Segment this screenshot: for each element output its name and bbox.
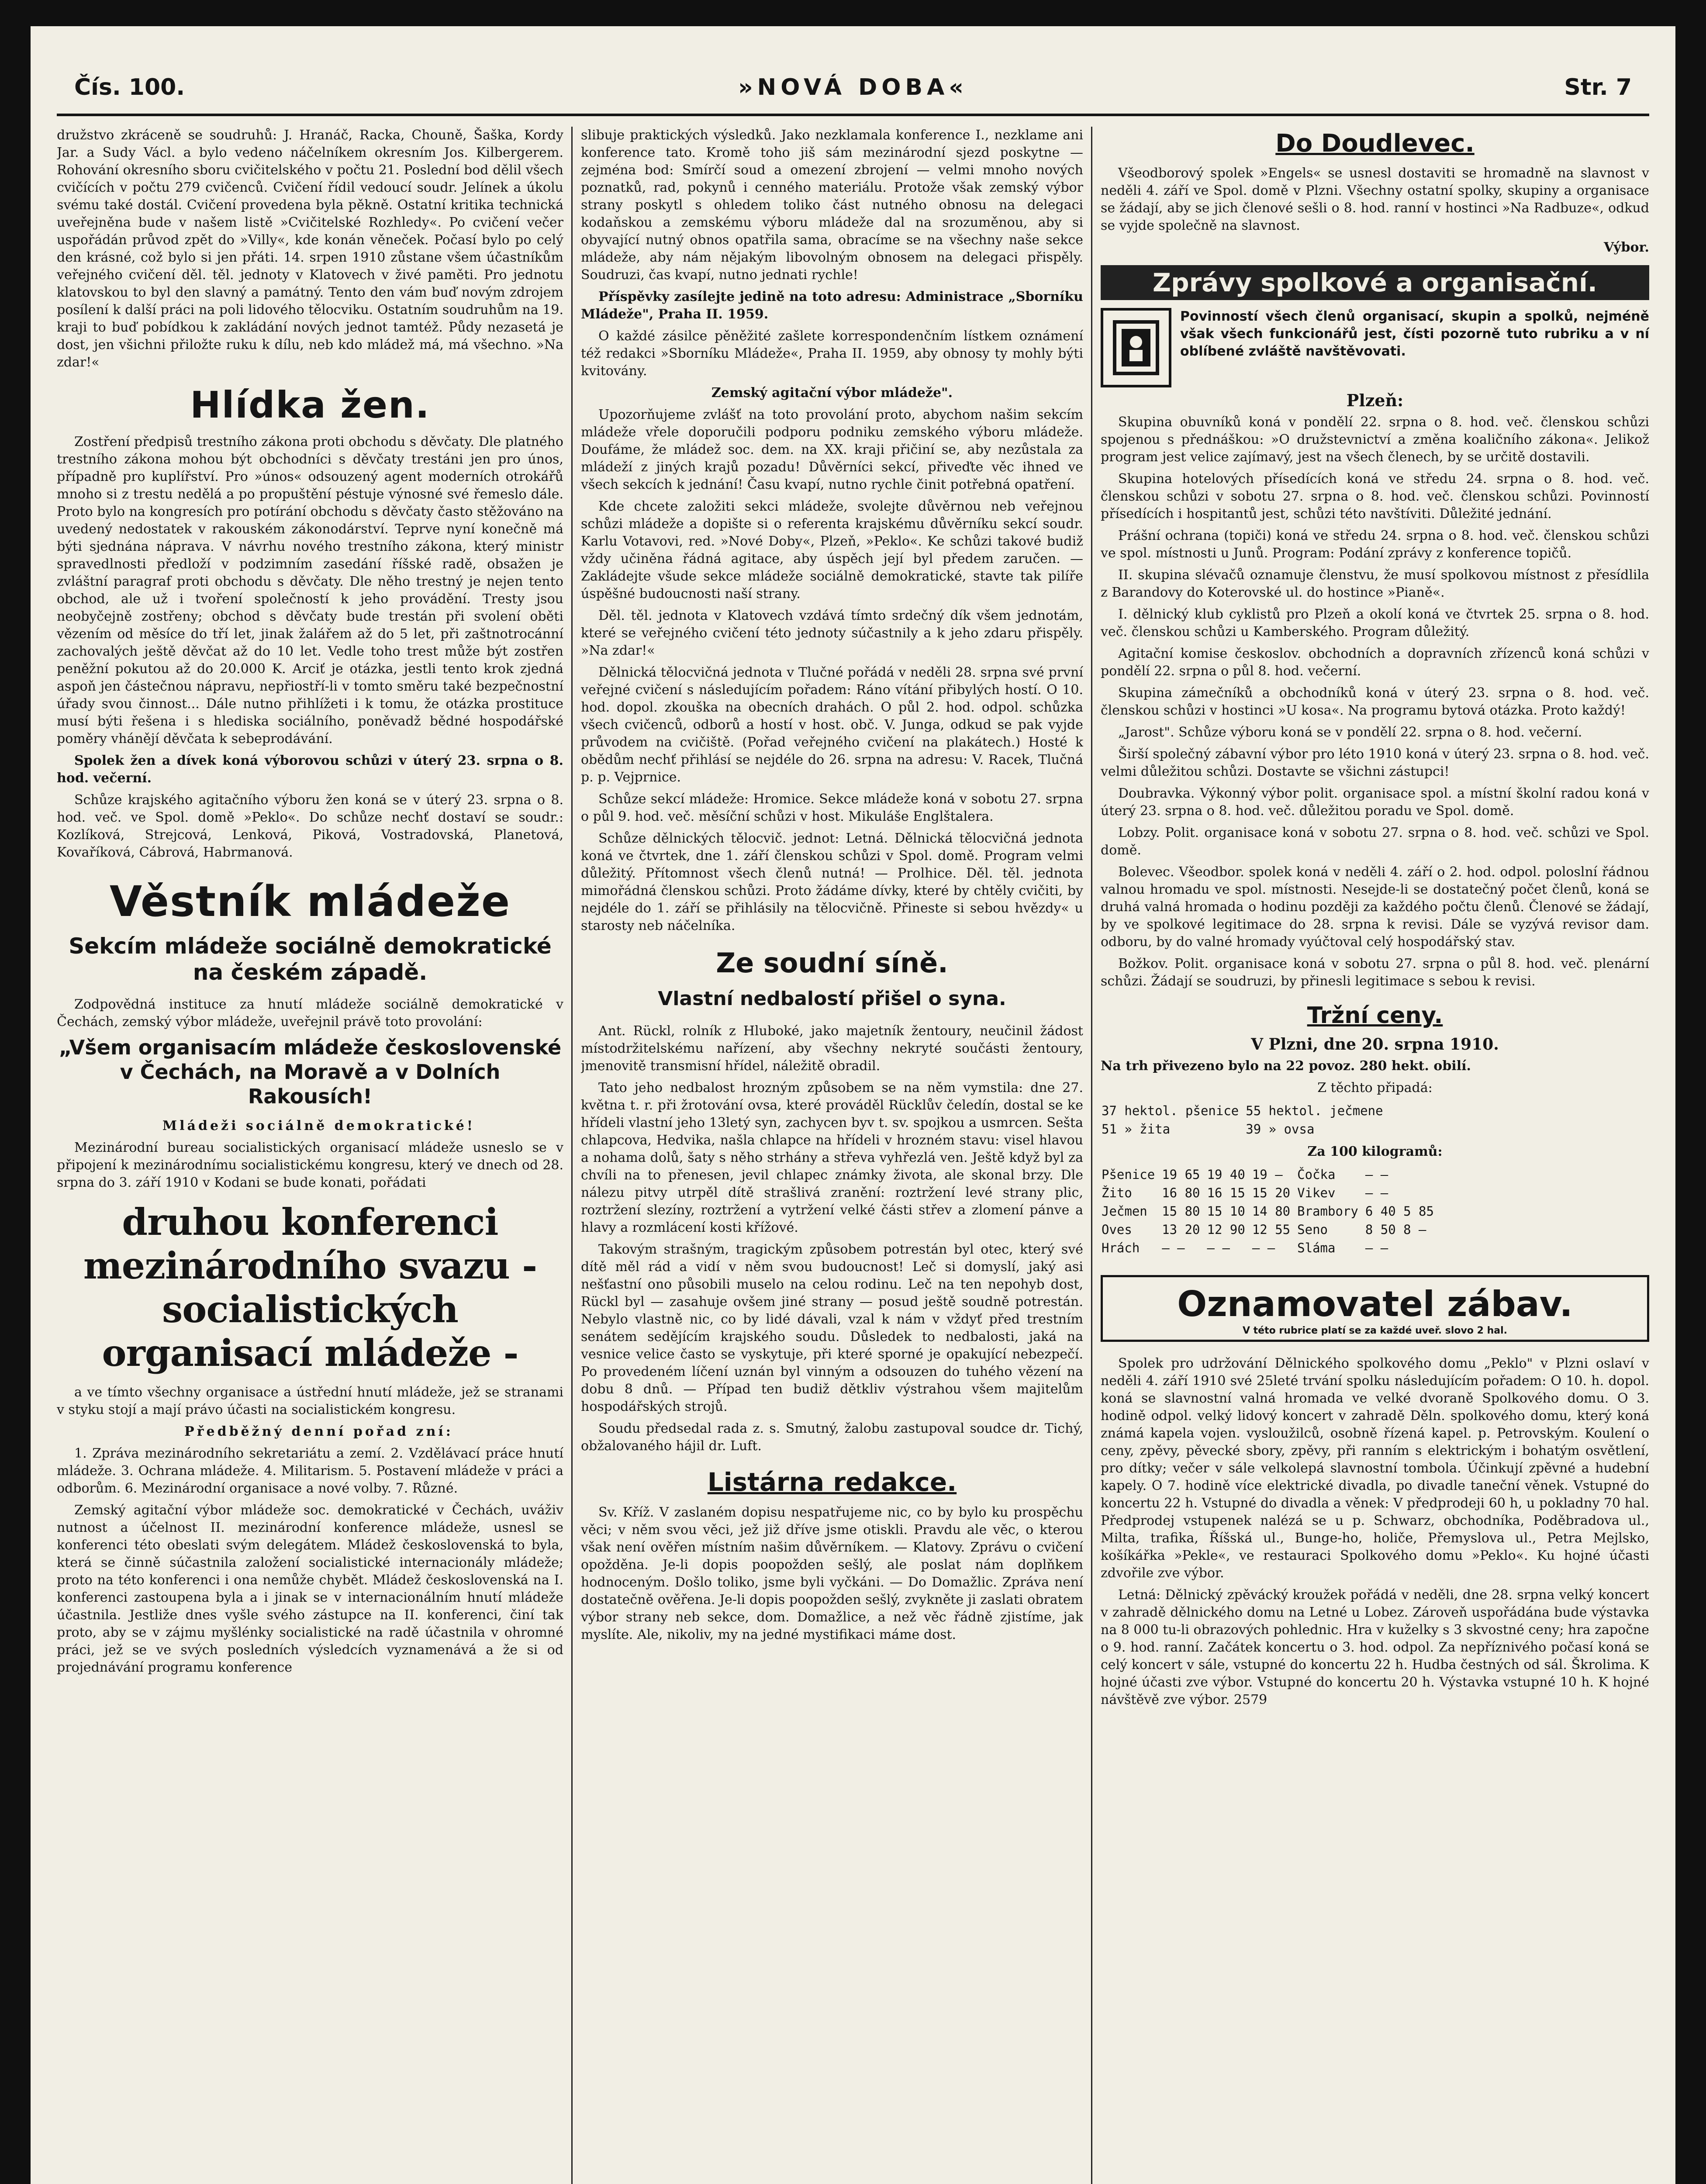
club-notice: Prášní ochrana (topiči) koná ve středu 24. srpna o 8. hod. več. členskou schůzi ve spol. místnosti u Junů. Program: Podání zprávy z konference topičů. — [1101, 528, 1649, 561]
table-cell: Brambory — [1297, 1204, 1358, 1219]
table-cell: Sláma — [1297, 1241, 1336, 1255]
column-left — [57, 127, 563, 2184]
price-row — [1102, 1221, 1440, 1238]
article-paragraph: Schůze sekcí mládeže: Hromice. Sekce mládeže koná v sobotu 27. srpna o půl 9. hod. več. měsíční schůzi v host. Mikuláše Englštalera. — [581, 791, 1083, 824]
club-notice: Doubravka. Výkonný výbor polit. organisace spol. a místní školní radou koná v úterý 23. srpna o 8. hod. več. důležitou poradu ve Spol. domě. — [1101, 786, 1649, 819]
club-notice: Bolevec. Všeodbor. spolek koná v neděli 4. září o 2. hod. odpol. poloslní řádnou valnou hromadu ve spol. místnosti. Nesejde-li se dostatečný počet členů, koná se druhá valná hromada o hodinu později za každého počtu členů. Členové se žádají, by ve spolkové legitimace do 28. srpna k revisi. Dále se vyzývá revisor dam. odboru, by do valné hromady vyúčtoval celý hospodářský stav. — [1101, 864, 1649, 950]
article-paragraph: Upozorňujeme zvlášť na toto provolání proto, abychom našim sekcím mládeže vřele doporučili podporu podniku zemského výboru mládeže. Doufáme, že mládež soc. dem. na XX. kraji přičiní se, aby nezůstala za mládeží z jiných krajů pozadu! Důvěrníci sekcí, přiveďte věc ihned ve všech sekcích k jednání! Času kvapí, nutno rychle činit potřebná opatření. — [581, 407, 1083, 492]
price-heading: Za 100 kilogramů: — [1307, 1144, 1443, 1159]
price-row — [1102, 1184, 1440, 1202]
issue-number: Čís. 100. — [74, 74, 185, 100]
section-title: Do Doudlevec. — [1275, 129, 1475, 158]
masthead: »NOVÁ DOBA« — [738, 74, 968, 100]
market-date: V Plzni, dne 20. srpna 1910. — [1251, 1035, 1499, 1054]
price-row — [1102, 1203, 1440, 1220]
article-paragraph: O každé zásilce pěněžité zašlete korrespondenčním lístkem oznámení též redakci »Sborníku Mládeže«, Praha II. 1959, aby obnosy ty mohly býti kvitovány. — [581, 328, 1083, 379]
article-paragraph: Kde chcete založiti sekci mládeže, svolejte důvěrnou neb veřejnou schůzi mládeže a dopište si o referenta krajskému důvěrníku sekcí soudr. Karlu Votavovi, red. »Nové Doby«, Plzeň, »Peklo«. Ke schůzi takové budiž vždy učiněna řádná agitace, aby úspěch její byl předem zaručen. — Zakládejte všude sekce mládeže sociálně demokratické, stavte tak pilíře úspěšné budoucnosti naší strany. — [581, 499, 1083, 601]
grain-table — [1101, 1101, 1390, 1139]
price-table — [1101, 1165, 1441, 1258]
table-cell: Vikev — [1297, 1185, 1336, 1200]
program-heading: Předběžný denní pořad zní: — [184, 1424, 453, 1439]
newspaper-page — [31, 26, 1675, 2184]
section-title: Věstník mládeže — [109, 877, 511, 926]
article-paragraph: a ve tímto všechny organisace a ústřední hnutí mládeže, jež se stranami v styku stojí a mají právo účasti na socialistickém kongresu. — [57, 1385, 563, 1417]
section-title: Hlídka žen. — [190, 384, 430, 426]
section-title: Tržní ceny. — [1307, 1002, 1443, 1029]
article-paragraph: Zostření předpisů trestního zákona proti obchodu s děvčaty. Dle platného trestního zákona mohou být obchodníci s děvčaty trestáni jen pro únos, případně pro kuplířství. Pro »únos« odsouzený agent moderních otrokářů mnoho si z trestu nedělá a po propuštění péstuje výnosné své řemeslo dále. Proto bylo na kongresích pro potírání obchodu s děvčaty často stěžováno na uvedený nedostatek v rakouském zákonodárství. Teprve nyní konečně má býti sjednána náprava. V návrhu nového trestního zákona, který ministr spravedlnosti předloží v podzimním zasedání říšské radě, obsažen je zvláštní paragraf proti obchodu s děvčaty. Dle něho trestný je nejen tento obchod, ale už i tvoření společností k jeho provádění. Tresty jsou neobyčejně zostřeny; obchod s děvčaty bude trestán při svolení oběti vězením od měsíce do tří let, jinak žalářem až do 5 let, při zaštnotrocánní zachovalých ještě děvčat až do 10 let. Vedle toho trest může být zostřen peněžní pokutou až do 20.000 K. Arciť je otázka, jestli tento krok zjedná aspoň jen částečnou nápravu, nepřiostří-li v tomto směru také bezpečnostní úřady svou činnost... Dále nutno přihlížeti i k tomu, že otázka prostituce musí býti řešena i s hlediska sociálního, poněvadž bědné hospodářské poměry vhánějí děvčata k sebeprodávání. — [57, 434, 563, 746]
table-cell: 19 40 — [1207, 1167, 1245, 1182]
table-cell: Seno — [1297, 1222, 1328, 1237]
event-ad: Spolek pro udržování Dělnického spolkového domu „Peklo" v Plzni oslaví v neděli 4. září 1910 své 25leté trvání spolku následujícím pořadem: O 10. h. dopol. koná se slavnostní valná hromada ve velké dvoraně Spolkového domu. O 3. hodině odpol. velký lidový koncert v zahradě Děln. spolkového domu, který koná známá kapela vojen. vysloužilců, osobně řízená kapel. p. Petrovským. Koulení o ceny, zpěvy, pěvecké sbory, zpěvy, při ranním s elektrickým i bohatým osvětlení, pro dítky; večer v sále velkolepá slavnostní tombola. Účinkují zpěvné a hudební kapely. O 7. hodině více elektrické divadla, po divadle taneční věnek. Vstupné do koncertu 22 h. Vstupné do divadla a věnek: V předprodeji 60 h, u pokladny 70 hal. Předprodej vstupenek nalézá se u p. Schwarz, obchodníka, Poděbradova ul., Milta, trafika, Říšská ul., Bunge-ho, holiče, Přemyslova ul., Petra Mejlsko, košíkářka »Pekle«, ve restauraci Spolkového domu »Peklo«. Ku hojné účasti zdvořile zve výbor. — [1101, 1356, 1649, 1581]
club-notice: Lobzy. Polit. organisace koná v sobotu 27. srpna o 8. hod. več. schůzi ve Spol. domě. — [1101, 825, 1649, 858]
appeal-subheading: Mládeži sociálně demokratické! — [162, 1118, 476, 1133]
ads-banner — [1101, 1275, 1649, 1342]
table-cell: — — — [1252, 1241, 1275, 1255]
signature: Zemský agitační výbor mládeže". — [711, 385, 953, 401]
article-paragraph: Dělnická tělocvičná jednota v Tlučné pořádá v neděli 28. srpna své první veřejné cvičení s následujícím pořadem: Ráno vítání přibylých hostí. O 10. hod. dopol. zkouška na obecních drahách. O půl 2. hod. odpol. schůzka všech cvičenců, odborů a hostí v host. obč. V. Junga, odkud se pak vyjde průvodem na cvičiště. (Pořad veřejného cvičení na plakátech.) Hosté k obědům nechť přihlásí se nejdéle do 26. srpna na adresu: V. Racek, Tlučná p. p. Vejprnice. — [581, 665, 1083, 785]
table-cell: 15 20 — [1252, 1185, 1291, 1200]
article-paragraph: Soudu předsedal rada z. s. Smutný, žalobu zastupoval soudce dr. Tichý, obžalovaného hájil dr. Luft. — [581, 1421, 1083, 1454]
table-cell: 19 — — [1252, 1167, 1283, 1182]
table-cell: 6 40 5 85 — [1365, 1204, 1434, 1219]
table-cell: 8 50 8 — — [1365, 1222, 1426, 1237]
table-cell: 37 hektol. pšenice — [1102, 1103, 1239, 1118]
article-paragraph: Sv. Kříž. V zaslaném dopisu nespatřujeme nic, co by bylo ku prospěchu věci; v něm svou věci, jež již dříve jsme otiskli. Pravdu ale věc, o kterou však není ověřen místním našim důvěrníkem. — Klatovy. Zprávu o cvičení opožděna. Je-li dopis poopožden sešlý, ale poslat nám doplňkem hodnoceným. Došlo toliko, jsme byli vyčkáni. — Do Domažlic. Zpráva není dostatečně ověřena. Je-li dopis poopožden sešlý, zvykněte ji zaslati obratem výbor strany neb sekce, dom. Domažlice, a než věc řádně zjistíme, jak myslíte. Ale, nikoliv, my na jedné mystifikaci máme dost. — [581, 1505, 1083, 1642]
article-paragraph: Schůze dělnických tělocvič. jednot: Letná. Dělnická tělocvičná jednota koná ve čtvrtek, dne 1. září členskou schůzi v Spol. domě. Program velmi důležitý. Přítomnost všech členů nutná! — Prolhice. Děl. těl. jednota mimořádná členskou schůzi. Proto žádáme dívky, které by chtěly cvičiti, by nejdéle do 1. září se přihlásily na tělocvičně. Přineste si sebou hvězdy« u starosty neb náčelníka. — [581, 831, 1083, 933]
table-cell: 19 65 — [1162, 1167, 1200, 1182]
article-paragraph: Zodpovědná instituce za hnutí mládeže sociálně demokratické v Čechách, zemský výbor mládeže, uveřejnil právě toto provolání: — [57, 997, 563, 1030]
market-summary: Na trh přivezeno bylo na 22 povoz. 280 hekt. obilí. — [1101, 1058, 1471, 1074]
article-paragraph: Tato jeho nedbalost hrozným způsobem se na něm vymstila: dne 27. května t. r. při žrotování ovsa, které prováděl Rücklův čeledín, dostal se ke hřídeli vlastní jeho 13letý syn, zachycen byv t. sv. spojkou a usmrcen. Sešta chlapcova, Hedvika, našla chlapce na hřídeli v hrozném stavu: visel hlavou a nohama dolů, šaty s něho strhány a střeva vyhřezlá ven. Ještě když byl za chvíli na to přenesen, jevil chlapec známky života, ale skonal brzy. Dle nálezu pitvy utrpěl dítě strašlivá zranění: roztržení levé strany plic, roztržení slezíny, roztržení a vytržení velké části střev a zlomení pánve a hlavy a rozmlácení kosti křížové. — [581, 1080, 1083, 1235]
club-notice: Skupina zámečníků a obchodníků koná v úterý 23. srpna o 8. hod. več. členskou schůzi v hostinci »U kosa«. Na programu bytová otázka. Proto každý! — [1101, 685, 1649, 718]
notice-paragraph: Spolek žen a dívek koná výborovou schůzi v úterý 23. srpna o 8. hod. večerní. — [57, 753, 563, 786]
table-cell: 13 20 — [1162, 1222, 1200, 1237]
table-cell: — — — [1162, 1241, 1185, 1255]
column-right — [1101, 127, 1649, 2184]
table-cell: 16 15 — [1207, 1185, 1245, 1200]
article-paragraph: Všeodborový spolek »Engels« se usnesl dostaviti se hromadně na slavnost v neděli 4. září ve Spol. domě v Plzni. Všechny ostatní spolky, skupiny a organisace se žádají, aby se jich členové sešli o 8. hod. ranní v hostinci »Na Radbuze«, odkud se vyjde společně na slavnost. — [1101, 166, 1649, 233]
market-subheading: Z těchto připadá: — [1317, 1080, 1433, 1095]
article-paragraph: Ant. Rückl, rolník z Hluboké, jako majetník žentoury, neučinil žádost místodržitelskému nařízení, aby všechny nekryté součásti žentoury, jmenovitě transmisní hřídel, náležitě obradil. — [581, 1023, 1083, 1074]
table-cell: — — — [1365, 1241, 1388, 1255]
article-paragraph: Děl. těl. jednota v Klatovech vzdává tímto srdečný dík všem jednotám, které se veřejného cvičení této jednoty súčastnily a k jeho zdaru přispěly. »Na zdar!« — [581, 608, 1083, 658]
section-subtitle: Sekcím mládeže sociálně demokratické na českém západě. — [69, 933, 552, 985]
section-title: Ze soudní síně. — [716, 947, 948, 979]
grain-row — [1102, 1102, 1389, 1120]
appeal-heading: „Všem organisacím mládeže československé v Čechách, na Moravě a v Dolních Rakousích! — [59, 1036, 562, 1108]
article-paragraph: Takovým strašným, tragickým způsobem potrestán byl otec, který své dítě měl rád a vidí v něm svou budoucnost! Leč si domyslí, jaký asi nešťastní ono působili muselo na celou rodinu. Leč na ten nepohyb dost, Rückl byl — zasahuje ovšem jiné strany — posud ještě soudně potrestán. Nebylo vlastně nic, co by lidé dávali, vzal k nám v vždyť před trestním senátem sedějícím krajského soudu. Důsledek to nedbalosti, jaká na vesnice velice často se vyskytuje, při které sporné je opakující nebezpečí. Po provedeném líčení uznán byl vinným a odsouzen do tuhého vězení na dobu 8 dnů. — Případ ten budiž dětkliv výstrahou všem majitelům hospodářských strojů. — [581, 1242, 1083, 1414]
table-cell: 55 hektol. ječmene — [1246, 1103, 1383, 1118]
table-cell: 16 80 — [1162, 1185, 1200, 1200]
signature: Výbor. — [1604, 240, 1649, 255]
table-cell: — — — [1365, 1167, 1388, 1182]
event-ad: Letná: Dělnický zpěvácký kroužek pořádá v neděli, dne 28. srpna velký koncert v zahradě dělnického domu na Letné u Lobez. Zároveň uspořádána bude výstavka na 8 000 tu-li obrazových pohlednic. Hra v kuželky s 3 skvostné ceny; hra započne o 9. hod. ranní. Začátek koncertu o 3. hod. odpol. Za nepříznivého počasí koná se celý koncert v sále, vstupné do koncertu 22 h. Hudba čestných od sál. Škrolima. K hojné účasti zve výbor. Vstupné do koncertu 20 h. Výstavka vstupné 10 h. K hojné návštěvě zve výbor. 2579 — [1101, 1587, 1649, 1707]
table-cell: 14 80 — [1252, 1204, 1291, 1219]
ads-subtitle: V této rubrice platí se za každé uveř. slovo 2 hal. — [1242, 1325, 1508, 1336]
club-notice: Agitační komise českoslov. obchodních a dopravních zřízenců koná schůzi v pondělí 22. srpna o půl 8. hod. večerní. — [1101, 646, 1649, 679]
ads-title: Oznamovatel zábav. — [1177, 1284, 1573, 1324]
article-paragraph: Zemský agitační výbor mládeže soc. demokratické v Čechách, uváživ nutnost a účelnost II. mezinárodní konference mládeže, usnesl se konferenci této obeslati svým delegátem. Mládež československá to byla, která se činně súčastnila založení socialistické internacionály mládeže; proto na této konferenci i ona nemůže chybět. Mládež československá na I. konferenci zastoupena byla a i jinak se v internacionálním hnutí mládeže účastnila. Jestliže dnes vyšle svého zástupce na II. konferenci, činí tak proto, aby se v zájmu myšlénky socialistické na radě účastnila v ohromné práci, jež se ve svých posledních výsledcích vyznamenává a že si od projednávání programu konference — [57, 1503, 563, 1675]
grain-row — [1102, 1120, 1389, 1138]
address-paragraph: Příspěvky zasílejte jedině na toto adresu: Administrace „Sborníku Mládeže", Praha II. 1959. — [581, 289, 1083, 322]
club-notice: Širší společný zábavní výbor pro léto 1910 koná v úterý 23. srpna o 8. hod. več. velmi důležitou schůzi. Dostavte se všichni zástupci! — [1101, 746, 1649, 779]
conference-title: druhou konferenci mezinárodního svazu - socialistických organisací mládeže - — [83, 1200, 537, 1375]
program-list: 1. Zpráva mezinárodního sekretariátu a zemí. 2. Vzdělávací práce hnutí mládeže. 3. Ochrana mládeže. 4. Militarism. 5. Postavení mládeže v práci a odborům. 6. Mezinárodní organisace a nové volby. 7. Různé. — [57, 1446, 563, 1496]
club-notice: I. dělnický klub cyklistů pro Plzeň a okolí koná ve čtvrtek 25. srpna o 8. hod. več. členskou schůzi u Kamberského. Program důležitý. — [1101, 607, 1649, 639]
location-heading: Plzeň: — [1346, 390, 1404, 410]
page-number: Str. 7 — [1564, 74, 1632, 100]
club-notice: Skupina hotelových přísedících koná ve středu 24. srpna o 8. hod. več. členskou schůzi v sobotu 27. srpna o 8. hod. več. členskou schůzi. Povinností přísedících i hospitantů jest, schůzi této navštíviti. Důležité jednání. — [1101, 471, 1649, 522]
section-subtitle: Vlastní nedbalostí přišel o syna. — [658, 988, 1006, 1010]
notice-block — [1101, 308, 1649, 387]
price-row — [1102, 1239, 1440, 1257]
table-cell: 51 » žita — [1102, 1122, 1171, 1137]
column-rule — [1091, 127, 1092, 2184]
page-header — [57, 66, 1649, 116]
notice-paragraph: Schůze krajského agitačního výboru žen koná se v úterý 23. srpna o 8. hod. več. ve Spol. domě »Peklo«. Do schůze nechť dostaví se soudr.: Kozlíková, Strejcová, Lenková, Piková, Vostradovská, Planetová, Kovaříková, Cábrová, Habrmanová. — [57, 792, 563, 860]
table-cell: Hrách — [1102, 1241, 1140, 1255]
notice-text: Povinností všech členů organisací, skupin a spolků, nejméně však všech funkcionářů jest, čísti pozorně tuto rubriku a v ní oblíbené zvláště navštěvovati. — [1180, 309, 1649, 359]
column-middle — [581, 127, 1083, 2184]
club-notice: II. skupina slévačů oznamuje členstvu, že musí spolkovou místnost z přesídlila z Barandovy do Koterovské ul. do hostince »Pianě«. — [1101, 567, 1649, 600]
price-row — [1102, 1166, 1440, 1183]
article-paragraph: slibuje praktických výsledků. Jako nezklamala konference I., nezklame ani konference tato. Kromě toho jiš sám mezinárodní sjezd poskytne — zejména bod: Smírčí soud a omezení zbrojení — velmi mnoho nových poznatků, rad, pokynů i cenného materiálu. Protože však zemský výbor strany poskytl s ohledem toliko část nutného obnosu na delegaci kodaňskou a zemskému výboru mládeže dal na srozuměnou, aby si obyvající nutný obnos opatřila sama, obracíme se na všechny naše sekce mládeže, aby nám nějakým libovolným obnosem na delegaci přispěly. Soudruzi, čas kvapí, nutno jednati rychle! — [581, 128, 1083, 283]
table-cell: 12 90 — [1207, 1222, 1245, 1237]
table-cell: Oves — [1102, 1222, 1132, 1237]
table-cell: Ječmen — [1102, 1204, 1147, 1219]
table-cell: Pšenice — [1102, 1167, 1155, 1182]
club-notice: „Jarost". Schůze výboru koná se v pondělí 22. srpna o 8. hod. večerní. — [1118, 725, 1582, 740]
table-cell: — — — [1207, 1241, 1230, 1255]
section-title: Listárna redakce. — [707, 1467, 957, 1497]
article-paragraph: Mezinárodní bureau socialistických organisací mládeže usneslo se v připojení k mezinárodnímu socialistickému kongresu, který ve dnech od 28. srpna do 3. září 1910 v Kodani se bude konati, pořádati — [57, 1140, 563, 1190]
table-cell: 12 55 — [1252, 1222, 1291, 1237]
column-rule — [571, 127, 573, 2184]
table-cell: Čočka — [1297, 1167, 1336, 1182]
club-notice: Skupina obuvníků koná v pondělí 22. srpna o 8. hod. več. členskou schůzi spojenou s přednáškou: »O družstevnictví a změna koaličního zákona«. Jelikož program jest velice zajímavý, jest na všech členech, by se určitě dostavili. — [1101, 415, 1649, 465]
emblem-icon — [1101, 308, 1171, 387]
table-cell: 15 80 — [1162, 1204, 1200, 1219]
club-notice: Božkov. Polit. organisace koná v sobotu 27. srpna o půl 8. hod. več. plenární schůzi. Žádají se soudruzi, by přinesli legitimace s sebou k revisi. — [1101, 956, 1649, 989]
table-cell: Žito — [1102, 1185, 1132, 1200]
table-cell: — — — [1365, 1185, 1388, 1200]
table-cell: 39 » ovsa — [1246, 1122, 1315, 1137]
section-banner: Zprávy spolkové a organisační. — [1101, 265, 1649, 300]
article-paragraph: družstvo zkráceně se soudruhů: J. Hranáč, Racka, Chouně, Šaška, Kordy Jar. a Sudy Václ. a bylo vedeno náčelníkem okresním Jos. Kilbergerem. Rohování okresního sboru cvičitelského v počtu 21. Poslední bod dělil všech cvičících v počtu 279 cvičenců. Cvičení řídil vedoucí soudr. Jelínek a úkolu svému také dostál. Cvičení provedena byla pěkně. Ostatní kritika technická uveřejněna bude v našem listě »Cvičitelské Rozhledy«. Po cvičení večer uspořádán průvod zpět do »Villy«, kde konán věneček. Počasí bylo po celý den krásné, což bylo si jen přáti. 14. srpen 1910 zůstane všem účastníkům veřejného cvičení děl. těl. jednoty v Klatovech v živé paměti. Pro jednotu klatovskou to byl den slavný a památný. Tento den vám buď novým zdrojem posílení k další práci na poli lidového tělocviku. Ostatním soudruhům na 19. kraji to buď pobídkou k zakládání nových jednot tamtéž. Půdy nezasetá je dost, jen všichni přiložte ruku k dílu, neb kdo mládež má, má všechno. »Na zdar!« — [57, 128, 563, 370]
table-cell: 15 10 — [1207, 1204, 1245, 1219]
